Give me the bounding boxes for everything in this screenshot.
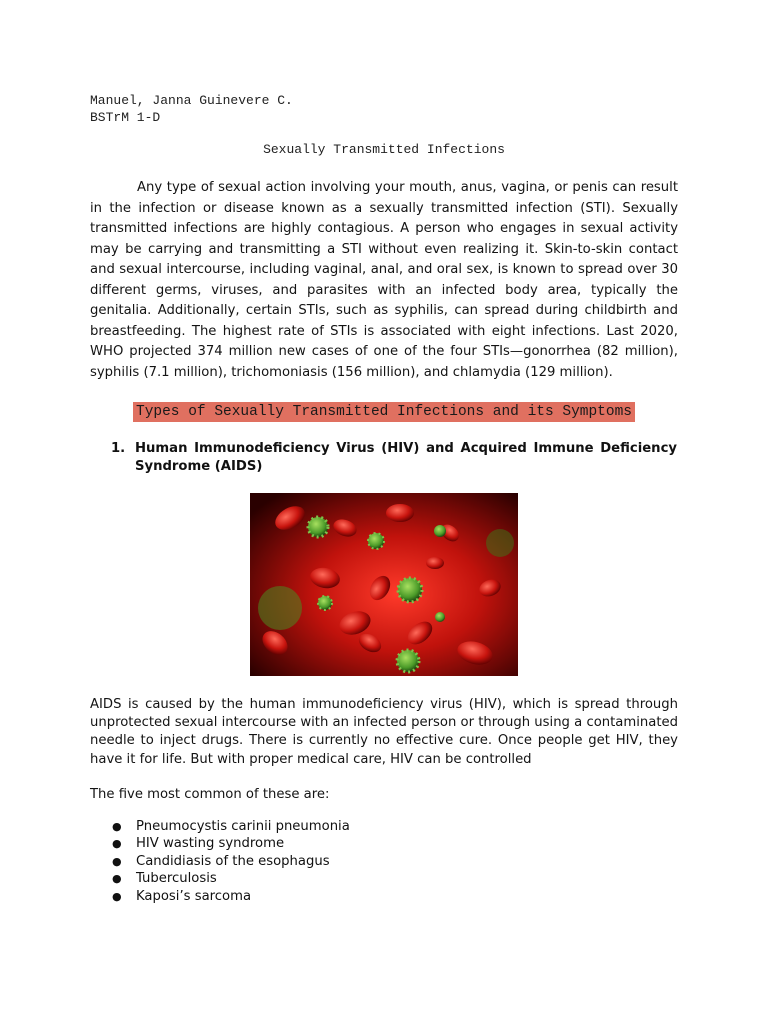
list-item-text: Pneumocystis carinii pneumonia: [136, 819, 350, 834]
virus-illustration: [250, 493, 518, 676]
list-item-text: Candidiasis of the esophagus: [136, 853, 330, 869]
course-section: BSTrM 1-D: [90, 110, 161, 125]
infections-bullet-list: [112, 818, 350, 905]
list-item-heading-hiv: [111, 440, 677, 476]
hiv-blood-cells-image: [250, 493, 518, 676]
list-item: [112, 818, 350, 835]
list-item: [112, 835, 350, 852]
subheading-container: [0, 400, 768, 422]
author-name: Manuel, Janna Guinevere C.: [90, 93, 293, 108]
bullet-icon: ●: [112, 854, 122, 868]
list-item-text: Tuberculosis: [136, 871, 217, 887]
list-item-text: HIV wasting syndrome: [136, 836, 285, 852]
list-item: [112, 870, 350, 887]
document-title: Sexually Transmitted Infections: [263, 142, 505, 157]
item-number: 1.: [111, 441, 126, 456]
bullet-icon: ●: [112, 889, 122, 903]
item-heading-text: Human Immunodeficiency Virus (HIV) and Acquired Immune Deficiency Syndrome (AIDS): [135, 441, 677, 474]
aids-paragraph: AIDS is caused by the human immunodeficiency virus (HIV), which is spread through unprotected sexual intercourse with an infected person or through using a contaminated needle to inject drugs. There is currently no effective cure. Once people get HIV, they have it for life. But with proper medical care, HIV can be controlled: [90, 697, 678, 767]
list-item: [112, 853, 350, 870]
list-item: [112, 888, 350, 905]
bullet-icon: ●: [112, 837, 122, 851]
bullet-icon: ●: [112, 820, 122, 833]
intro-paragraph: Any type of sexual action involving your mouth, anus, vagina, or penis can result in the infection or disease known as a sexually transmitted infection (STI). Sexually transmitted infections are highly contagious. A person who engages in sexual activity may be carrying and transmitting a STI without even realizing it. Skin-to-skin contact and sexual intercourse, including vaginal, anal, and oral sex, is known to spread over 30 different germs, viruses, and parasites with an infected body area, typically the genitalia. Additionally, certain STIs, such as syphilis, can spread during childbirth and breastfeeding. The highest rate of STIs is associated with eight infections. Last 2020, WHO projected 374 million new cases of one of the four STIs—gonorrhea (82 million), syphilis (7.1 million), trichomoniasis (156 million), and chlamydia (129 million).: [90, 180, 678, 380]
list-lead-text: The five most common of these are:: [90, 787, 330, 802]
list-item-text: Kaposi’s sarcoma: [136, 888, 252, 904]
section-subheading: Types of Sexually Transmitted Infections and its Symptoms: [133, 402, 635, 422]
bullet-icon: ●: [112, 872, 122, 886]
